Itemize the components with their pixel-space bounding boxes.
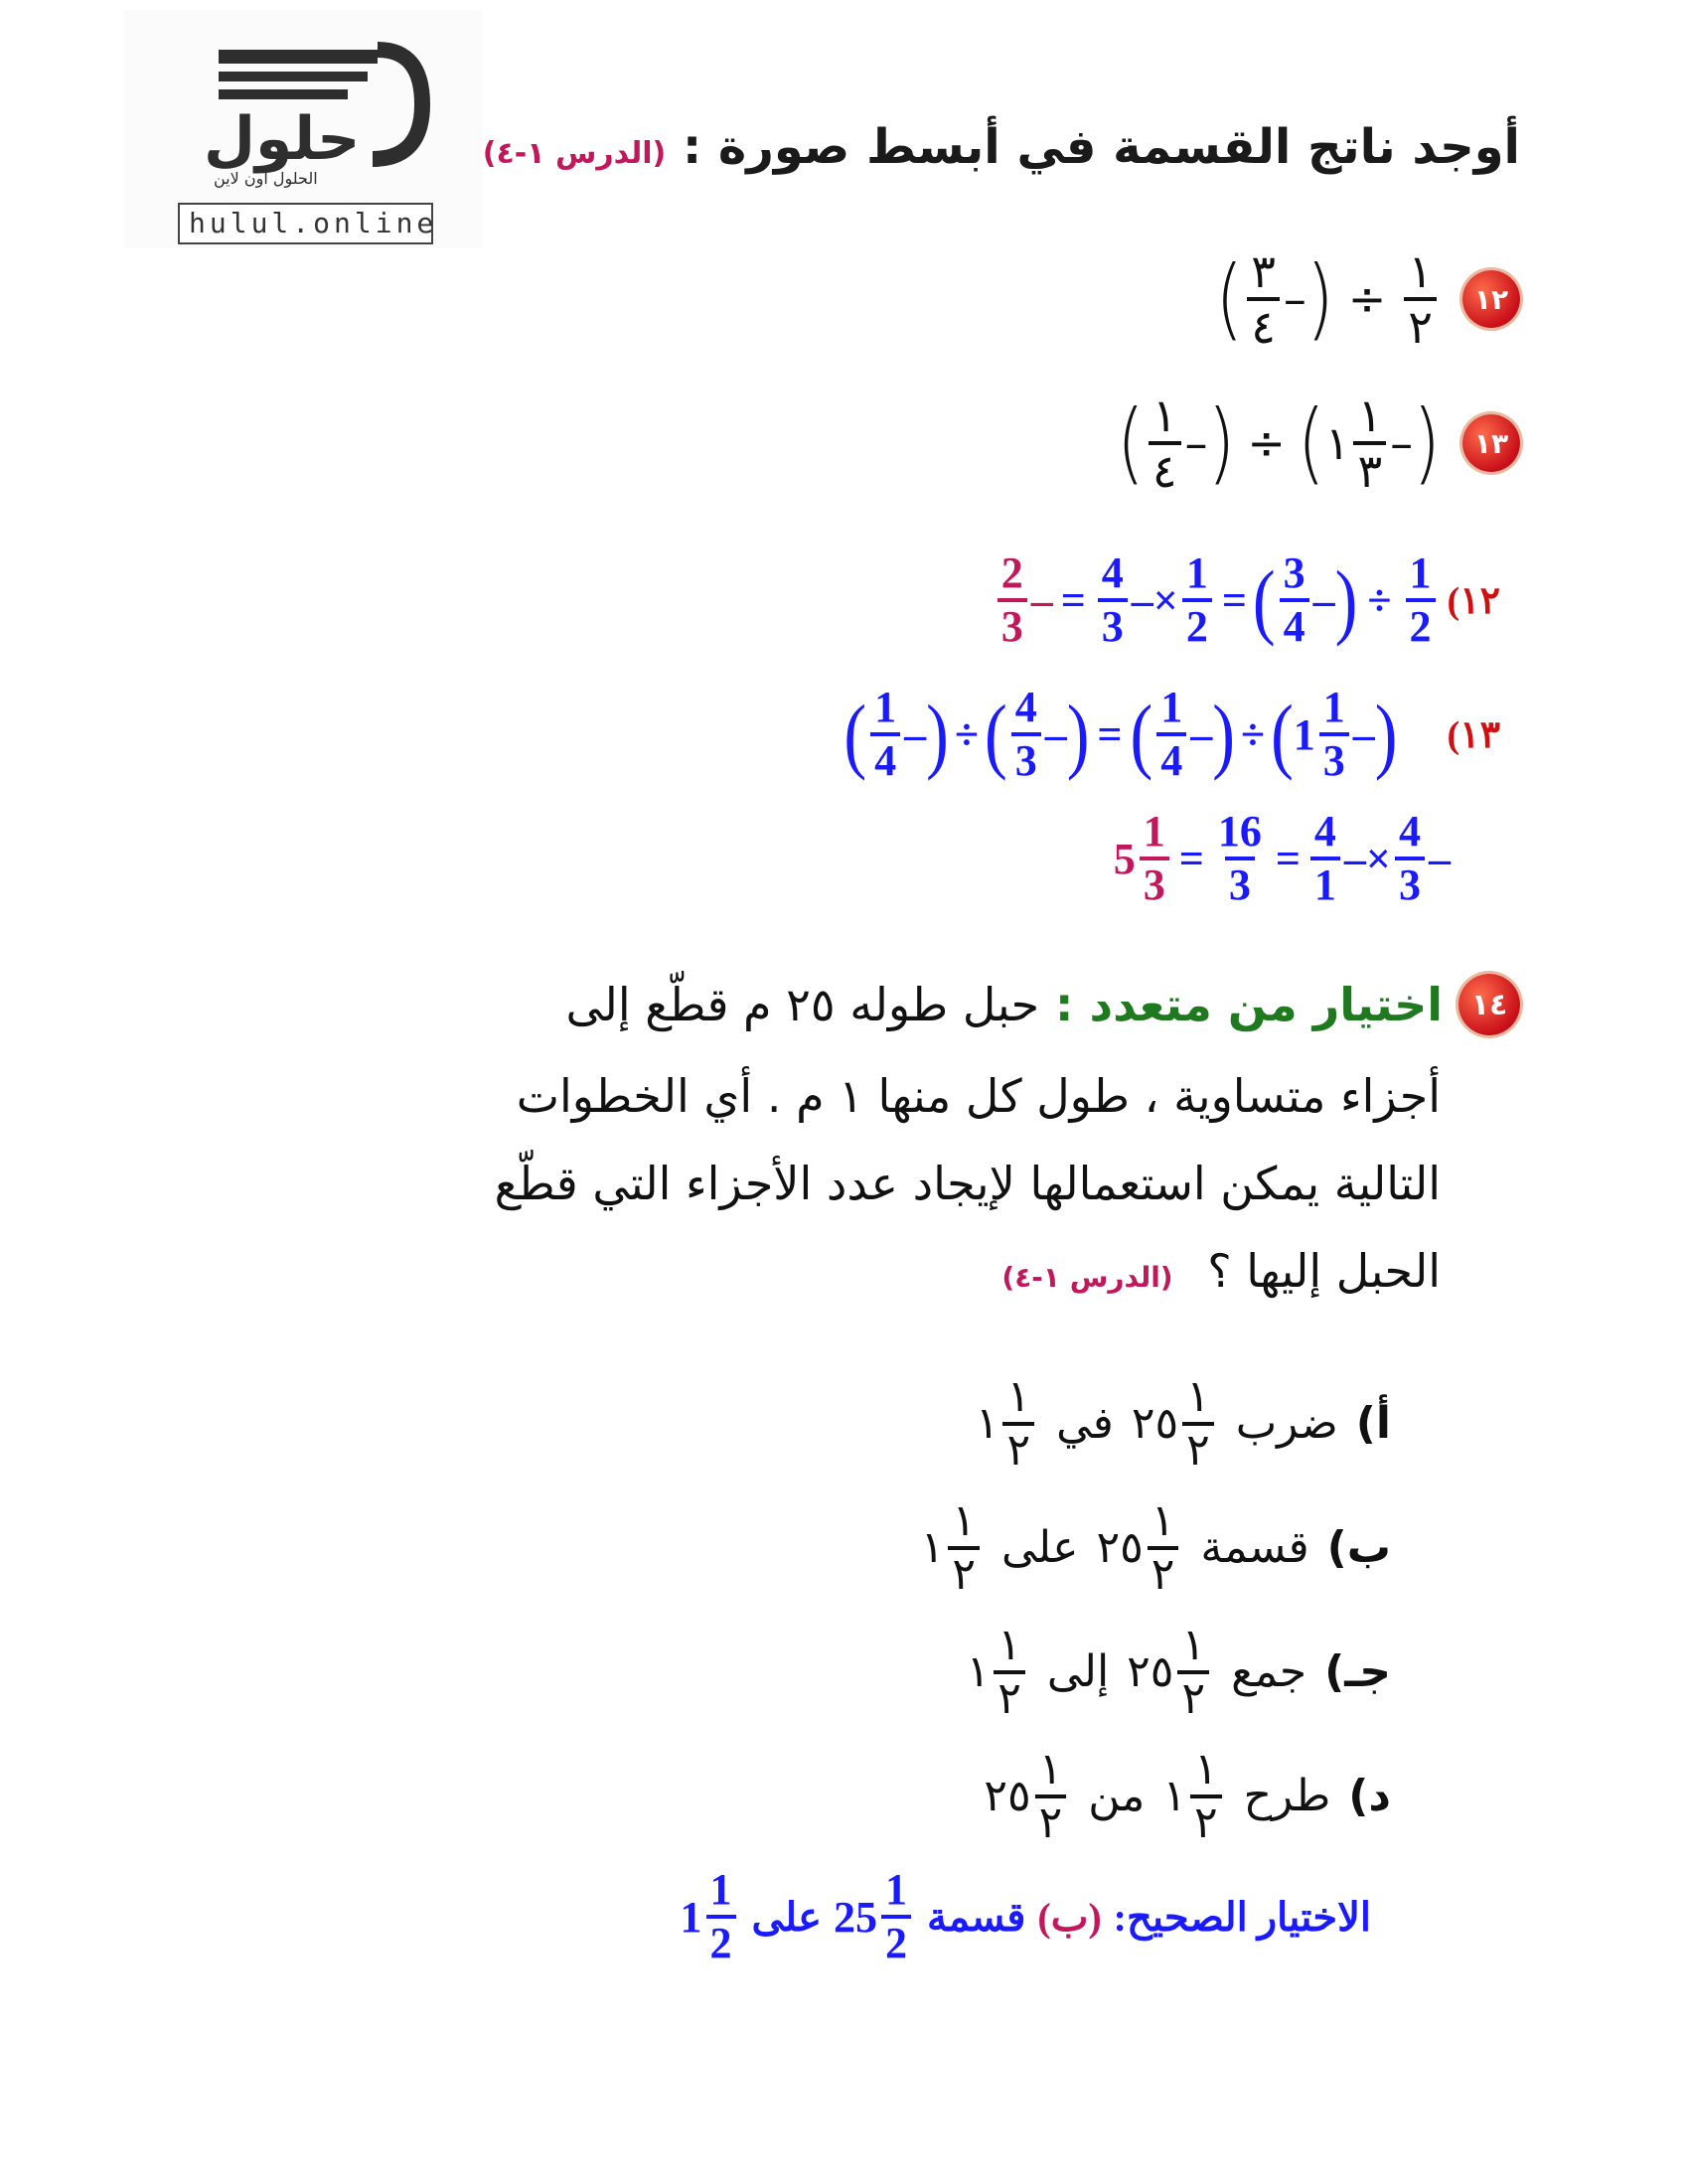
- option-label: د): [1348, 1771, 1391, 1821]
- problem-13-expr: ( $\frac{١}{٤}$ – ) ÷ ( ١ $\frac{١}{٣}$ – ): [1116, 389, 1441, 498]
- fraction: $\frac{16}{3}$: [1217, 807, 1262, 909]
- problem-13: [1116, 389, 1520, 498]
- fraction: $\frac{4}{3}$: [1395, 810, 1425, 907]
- solution-12-label: (١٢: [1447, 579, 1500, 622]
- option-label: ب): [1326, 1522, 1391, 1573]
- option-c[interactable]: جـ) جمع ٢٥ $\frac{١}{٢}$ إلى ١ $\frac{١}{٢}$: [966, 1619, 1391, 1724]
- instruction-text: أوجد ناتج القسمة في أبسط صورة :: [682, 119, 1520, 175]
- option-label: أ): [1355, 1398, 1391, 1449]
- q14-options: [497, 1361, 1391, 1858]
- solution-13-line2: 5 $\frac{1}{3}$ = $\frac{16}{3}$ = $\frac{4}{1}$ –× $\frac{4}{3}$ –: [1113, 807, 1451, 909]
- problem-number-badge: ١٣: [1462, 414, 1520, 472]
- answer-prefix: الاختيار الصحيح:: [1113, 1894, 1371, 1940]
- answer-text: قسمة: [927, 1894, 1026, 1940]
- option-verb: طرح: [1243, 1771, 1331, 1821]
- option-a[interactable]: أ) ضرب ٢٥ $\frac{١}{٢}$ في ١ $\frac{١}{٢}$: [975, 1370, 1391, 1476]
- q14-line1: [328, 974, 1520, 1035]
- fraction: $\frac{4}{3}$: [1011, 686, 1041, 783]
- option-b[interactable]: ب) قسمة ٢٥ $\frac{١}{٢}$ على ١ $\frac{١}{٢}$: [920, 1494, 1391, 1600]
- q14-text-line3: التالية يمكن استعمالها لإيجاد عدد الأجزاء التي قطّع: [494, 1157, 1441, 1210]
- fraction: $\frac{1}{4}$: [1156, 686, 1186, 783]
- fraction: $\frac{2}{3}$: [998, 551, 1027, 649]
- option-b: ٢٥: [1131, 1398, 1179, 1449]
- option-mid: من: [1088, 1771, 1146, 1821]
- option-a-num: ١: [975, 1398, 999, 1449]
- instruction-line: [483, 119, 1520, 175]
- option-a-num: ٢٥: [1096, 1522, 1144, 1573]
- solution-13-line1: ( $\frac{1}{4}$ – ) ÷ ( $\frac{4}{3}$ – ) = ( $\frac{1}{4}$ – ) ÷ ( 1 $\frac{1}{3}$ – ) (١٣: [844, 683, 1500, 785]
- answer-choice: (ب): [1037, 1894, 1102, 1940]
- problem-number-badge: ١٢: [1462, 270, 1520, 328]
- logo-arabic-text: حلول: [204, 104, 361, 174]
- option-verb: ضرب: [1235, 1398, 1338, 1449]
- lesson-ref: (الدرس ١-٤): [482, 136, 667, 171]
- fraction: $\frac{1}{4}$: [870, 686, 900, 783]
- option-mid: على: [1000, 1522, 1079, 1573]
- q14-title: اختيار من متعدد :: [1055, 978, 1443, 1031]
- q14-line4: [328, 1244, 1520, 1298]
- fraction: $\frac{4}{3}$: [1098, 551, 1128, 649]
- fraction: $\frac{١}{٤}$: [1149, 392, 1181, 494]
- logo-arabic-subtitle: الحلول أون لاين: [214, 169, 318, 188]
- option-d[interactable]: د) طرح ١ $\frac{١}{٢}$ من ٢٥ $\frac{١}{٢}$: [984, 1743, 1391, 1848]
- option-b-num: ١: [966, 1646, 991, 1697]
- option-b-num: ١: [920, 1522, 945, 1573]
- fraction: $\frac{3}{4}$: [1280, 551, 1309, 649]
- q14-text-line1: حبل طوله ٢٥ م قطّع إلى: [565, 978, 1040, 1031]
- fraction: $\frac{1}{2}$: [1406, 551, 1436, 649]
- solution-12: $\frac{2}{3}$ – = $\frac{4}{3}$ –× $\frac{1}{2}$ = ( $\frac{3}{4}$ – ) ÷ $\frac{1}{2}$ (١٢: [994, 551, 1500, 649]
- q14-text-line4: الحبل إليها ؟: [1207, 1244, 1441, 1298]
- option-verb: قسمة: [1200, 1522, 1309, 1573]
- q14-text-line2: أجزاء متساوية ، طول كل منها ١ م . أي الخطوات: [516, 1069, 1441, 1123]
- fraction: $\frac{1}{2}$: [1182, 551, 1212, 649]
- solution-13-label: (١٣: [1447, 713, 1500, 756]
- option-a-num: ٢٥: [1127, 1646, 1174, 1697]
- option-a-num: ١: [1162, 1771, 1186, 1821]
- option-label: جـ): [1324, 1646, 1391, 1697]
- fraction: $\frac{١}{٣}$: [1353, 392, 1386, 494]
- problem-12-expr: ( $\frac{٣}{٤}$ – ) ÷ $\frac{١}{٢}$: [1215, 248, 1441, 350]
- q14-answer: الاختيار الصحيح: (ب) قسمة 25 $\frac{1}{2}$ على 1 $\frac{1}{2}$: [680, 1865, 1371, 1967]
- logo: [124, 10, 482, 248]
- problem-12: [1215, 244, 1520, 354]
- fraction: $\frac{٣}{٤}$: [1247, 248, 1280, 350]
- q14-lesson-ref: (الدرس ١-٤): [1001, 1261, 1173, 1294]
- answer-mid: على: [751, 1894, 822, 1940]
- option-mid: في: [1056, 1398, 1114, 1449]
- question-14: [328, 974, 1520, 1298]
- option-mid: إلى: [1046, 1646, 1110, 1697]
- fraction: $\frac{4}{1}$: [1310, 810, 1340, 907]
- problem-number-badge: ١٤: [1459, 974, 1520, 1035]
- fraction: $\frac{1}{3}$: [1319, 686, 1349, 783]
- option-verb: جمع: [1231, 1646, 1307, 1697]
- logo-url: hulul.online: [189, 207, 438, 239]
- option-b-num: ٢٥: [984, 1771, 1031, 1821]
- fraction: $\frac{1}{3}$: [1140, 810, 1169, 907]
- fraction: $\frac{١}{٢}$: [1404, 248, 1437, 350]
